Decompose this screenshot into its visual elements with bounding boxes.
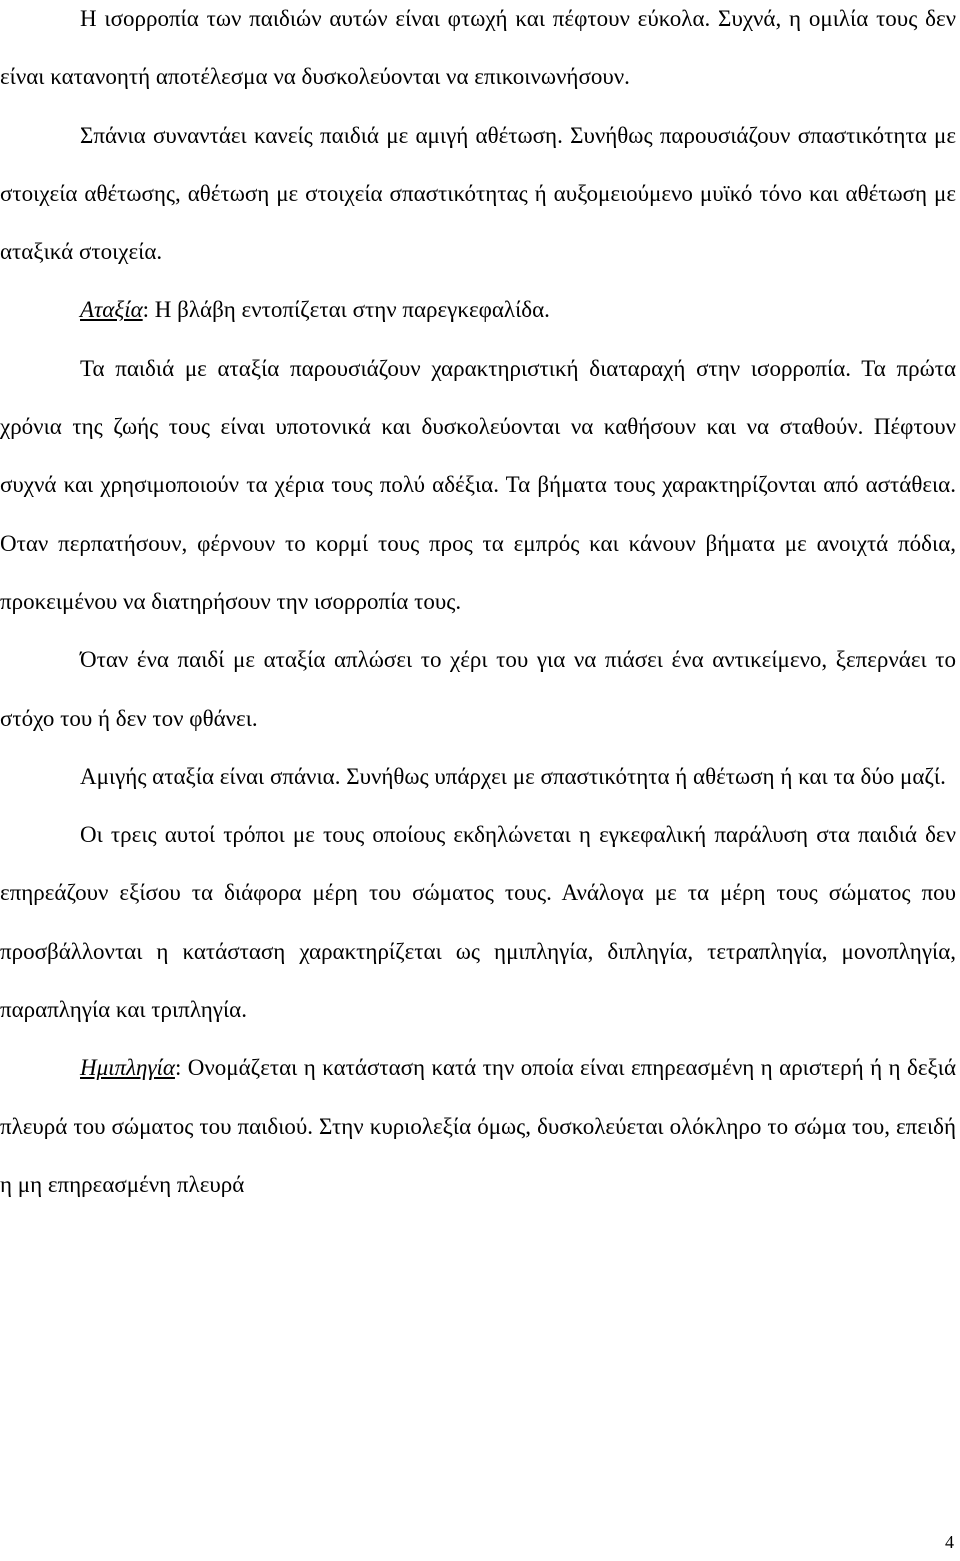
paragraph-athetosis-mixed bbox=[0, 107, 956, 282]
paragraph-pure-ataxia bbox=[0, 748, 956, 806]
paragraph-text: Όταν ένα παιδί με αταξία απλώσει το χέρι του για να πιάσει ένα αντικείμενο, ξεπερνάει το στόχο του ή δεν τον φθάνει. bbox=[0, 647, 956, 731]
paragraph-text: : Ονομάζεται η κατάσταση κατά την οποία είναι επηρεασμένη η αριστερή ή η δεξιά πλευρά του σώματος του παιδιού. Στην κυριολεξία όμως, δυσκολεύεται ολόκληρο το σώμα του, επειδή η μη επηρεασμένη πλευρά bbox=[0, 1055, 956, 1197]
term-ataxia: Αταξία bbox=[80, 297, 143, 323]
paragraph-text: Αμιγής αταξία είναι σπάνια. Συνήθως υπάρχει με σπαστικότητα ή αθέτωση ή και τα δύο μαζί. bbox=[80, 763, 946, 789]
paragraph-text: Σπάνια συναντάει κανείς παιδιά με αμιγή αθέτωση. Συνήθως παρουσιάζουν σπαστικότητα με στοιχεία αθέτωσης, αθέτωση με στοιχεία σπαστικότητας ή αυξομειούμενο μυϊκό τόνο και αθέτωση με αταξικά στοιχεία. bbox=[0, 122, 956, 265]
paragraph-ataxia-reach bbox=[0, 631, 956, 748]
paragraph-balance-speech bbox=[0, 0, 956, 107]
page-number: 4 bbox=[945, 1532, 954, 1552]
paragraph-body-parts bbox=[0, 806, 956, 1039]
paragraph-text: Οι τρεις αυτοί τρόποι με τους οποίους εκδηλώνεται η εγκεφαλική παράλυση στα παιδιά δεν επηρεάζουν εξίσου τα διάφορα μέρη του σώματος τους. Ανάλογα με τα μέρη τους σώματος που προσβάλλονται η κατάσταση χαρακτηρίζεται ως ημιπληγία, διπληγία, τετραπληγία, μονοπληγία, παραπληγία και τριπληγία. bbox=[0, 822, 956, 1023]
paragraph-ataxia-balance bbox=[0, 340, 956, 631]
paragraph-text: Τα παιδιά με αταξία παρουσιάζουν χαρακτηριστική διαταραχή στην ισορροπία. Τα πρώτα χρόνια της ζωής τους είναι υποτονικά και δυσκολεύονται να καθήσουν και να σταθούν. Πέφτουν συχνά και χρησιμοποιούν τα χέρια τους πολύ αδέξια. Τα βήματα τους χαρακτηρίζονται από αστάθεια. Οταν περπατήσουν, φέρνουν το κορμί τους προς τα εμπρός και κάνουν βήματα με ανοιχτά πόδια, προκειμένου να διατηρήσουν την ισορροπία τους. bbox=[0, 355, 956, 614]
paragraph-text: : Η βλάβη εντοπίζεται στην παρεγκεφαλίδα. bbox=[142, 297, 550, 323]
paragraph-hemiplegia-definition bbox=[0, 1039, 956, 1214]
paragraph-ataxia-definition bbox=[0, 281, 956, 339]
paragraph-text: Η ισορροπία των παιδιών αυτών είναι φτωχή και πέφτουν εύκολα. Συχνά, η ομιλία τους δεν είναι κατανοητή αποτέλεσμα να δυσκολεύονται να επικοινωνήσουν. bbox=[0, 6, 956, 90]
term-hemiplegia: Ημιπληγία bbox=[80, 1055, 175, 1081]
